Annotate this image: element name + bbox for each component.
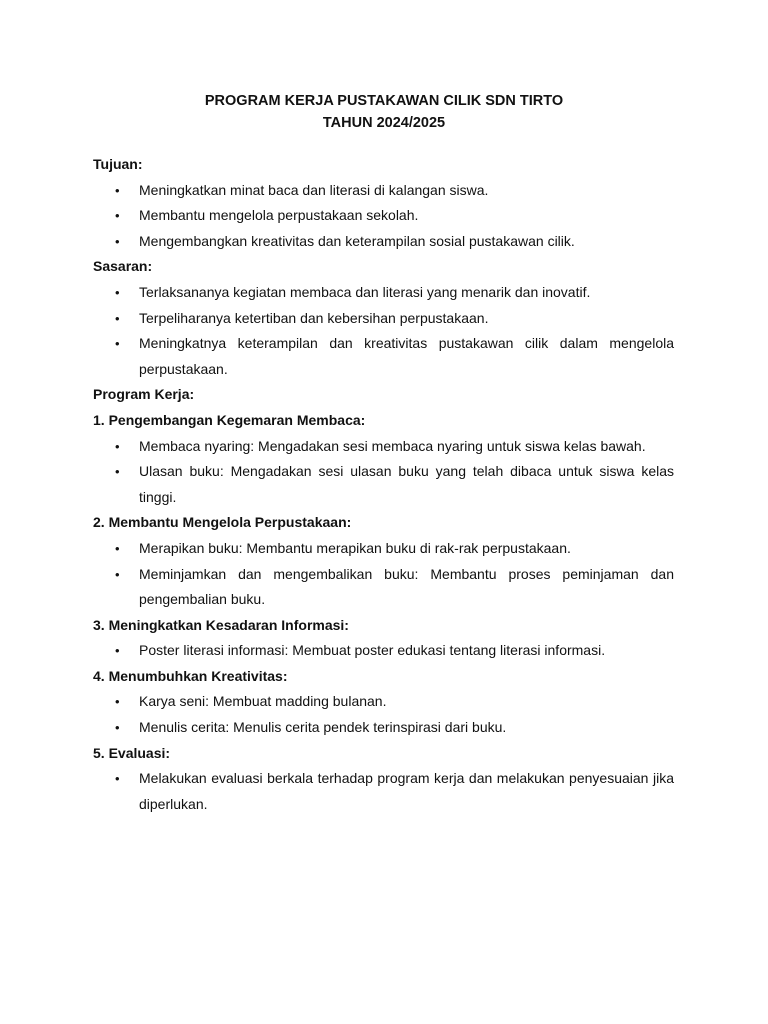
bullet-icon: • — [115, 771, 120, 787]
section-4-list — [93, 689, 674, 740]
document-body — [93, 152, 674, 817]
section-2-heading: 2. Membantu Mengelola Perpustakaan: — [93, 514, 352, 531]
bullet-icon: • — [115, 284, 120, 300]
tujuan-heading: Tujuan: — [93, 156, 143, 172]
program-kerja-heading: Program Kerja: — [93, 386, 195, 403]
list-item — [93, 766, 674, 817]
section-5-heading: 5. Evaluasi: — [93, 744, 171, 761]
list-item-text: Membantu mengelola perpustakaan sekolah. — [139, 207, 419, 224]
bullet-icon: • — [115, 208, 120, 224]
document-subtitle-year: TAHUN 2024/2025 — [322, 115, 446, 131]
list-item — [93, 562, 674, 613]
tujuan-list — [93, 178, 674, 255]
list-item-text: Merapikan buku: Membantu merapikan buku di rak-rak perpustakaan. — [139, 539, 571, 556]
bullet-icon: • — [115, 720, 120, 736]
list-item — [93, 715, 674, 741]
bullet-icon: • — [115, 566, 120, 582]
list-item-text: Melakukan evaluasi berkala terhadap program kerja dan melakukan penyesuaian jika diperlukan. — [139, 770, 674, 812]
sasaran-heading: Sasaran: — [93, 258, 153, 275]
list-item — [93, 331, 674, 382]
bullet-icon: • — [115, 464, 120, 480]
list-item — [93, 434, 674, 460]
bullet-icon: • — [115, 643, 120, 659]
list-item-text: Membaca nyaring: Mengadakan sesi membaca nyaring untuk siswa kelas bawah. — [139, 437, 646, 454]
list-item-text: Meminjamkan dan mengembalikan buku: Membantu proses peminjaman dan pengembalian buku. — [139, 565, 674, 608]
list-item-text: Karya seni: Membuat madding bulanan. — [139, 693, 387, 710]
bullet-icon: • — [115, 694, 120, 710]
bullet-icon: • — [115, 233, 120, 249]
bullet-icon: • — [115, 310, 120, 326]
document-title: PROGRAM KERJA PUSTAKAWAN CILIK SDN TIRTO — [204, 93, 564, 109]
list-item — [93, 459, 674, 510]
section-3-heading: 3. Meningkatkan Kesadaran Informasi: — [93, 616, 349, 633]
list-item — [93, 306, 674, 332]
list-item — [93, 536, 674, 562]
list-item-text: Terlaksananya kegiatan membaca dan literasi yang menarik dan inovatif. — [139, 283, 591, 300]
list-item — [93, 203, 674, 229]
section-5-list — [93, 766, 674, 817]
list-item-text: Terpeliharanya ketertiban dan kebersihan perpustakaan. — [139, 309, 489, 326]
bullet-icon: • — [115, 540, 120, 556]
list-item — [93, 689, 674, 715]
list-item — [93, 280, 674, 306]
bullet-icon: • — [115, 336, 120, 352]
list-item-text: Mengembangkan kreativitas dan keterampilan sosial pustakawan cilik. — [139, 232, 575, 249]
bullet-icon: • — [115, 438, 120, 454]
bullet-icon: • — [115, 182, 120, 198]
list-item-text: Meningkatkan minat baca dan literasi di kalangan siswa. — [139, 181, 489, 198]
section-3-list — [93, 638, 674, 664]
section-1-heading: 1. Pengembangan Kegemaran Membaca: — [93, 411, 366, 428]
list-item — [93, 229, 674, 255]
list-item-text: Meningkatnya keterampilan dan kreativitas pustakawan cilik dalam mengelola perpustakaan. — [139, 335, 674, 377]
section-1-list — [93, 434, 674, 511]
sasaran-list — [93, 280, 674, 382]
list-item-text: Poster literasi informasi: Membuat poster edukasi tentang literasi informasi. — [139, 642, 606, 659]
list-item — [93, 638, 674, 664]
section-2-list — [93, 536, 674, 613]
list-item — [93, 178, 674, 204]
list-item-text: Ulasan buku: Mengadakan sesi ulasan buku yang telah dibaca untuk siswa kelas tinggi. — [139, 463, 674, 505]
list-item-text: Menulis cerita: Menulis cerita pendek terinspirasi dari buku. — [139, 719, 507, 736]
section-4-heading: 4. Menumbuhkan Kreativitas: — [93, 667, 288, 684]
